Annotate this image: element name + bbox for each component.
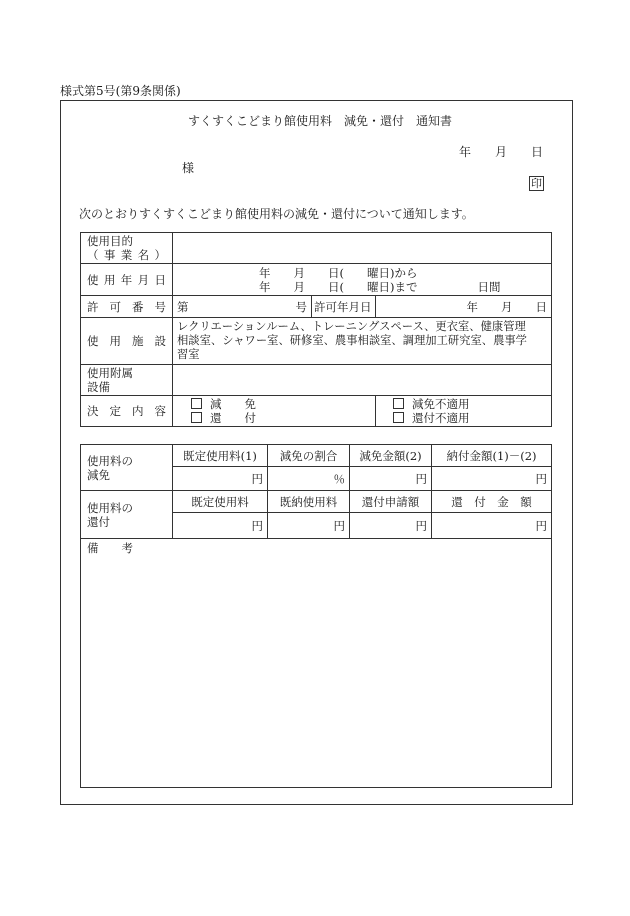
permit-date-value: 年 月 日 — [376, 296, 552, 318]
decision-options-right — [376, 396, 552, 427]
facility-list — [173, 318, 552, 365]
facility-label: 使用施設 — [81, 318, 173, 365]
option-refund-label: 還 付 — [210, 411, 256, 425]
checkbox-reduction[interactable] — [191, 398, 202, 409]
refund-header-1: 既定使用料 — [173, 491, 268, 513]
refund-unit-2: 円 — [268, 513, 350, 539]
reduction-header-3: 減免金額(2) — [350, 445, 432, 467]
refund-header-3: 還付申請額 — [350, 491, 432, 513]
reduction-header-1: 既定使用料(1) — [173, 445, 268, 467]
form-number: 様式第5号(第9条関係) — [60, 84, 181, 98]
option-refund[interactable] — [191, 411, 371, 425]
reduction-label — [81, 445, 173, 491]
refund-unit-3: 円 — [350, 513, 432, 539]
reduction-header-4: 納付金額(1)－(2) — [432, 445, 552, 467]
usage-details-table — [80, 232, 552, 427]
purpose-label — [81, 233, 173, 264]
checkbox-no-reduction[interactable] — [393, 398, 404, 409]
checkbox-refund[interactable] — [191, 412, 202, 423]
addressee-suffix: 様 — [182, 161, 195, 175]
refund-unit-4: 円 — [432, 513, 552, 539]
remarks-cell — [81, 539, 552, 788]
permit-row — [81, 296, 552, 318]
permit-number-prefix: 第 — [177, 299, 189, 314]
reduction-unit-2: ％ — [268, 467, 350, 491]
date-line: 年 月 日 — [459, 145, 544, 159]
facility-line3: 習室 — [177, 348, 200, 361]
usage-days: 日間 — [477, 279, 501, 294]
permit-number-suffix: 号 — [295, 299, 307, 314]
reduction-label-line2: 減免 — [87, 467, 110, 482]
form-title: すくすくこどまり館使用料 減免・還付 通知書 — [188, 114, 453, 128]
attachment-row — [81, 365, 552, 396]
seal-mark — [529, 176, 544, 191]
attachment-value — [173, 365, 552, 396]
attachment-label-line1: 使用附属 — [87, 366, 133, 380]
purpose-label-line2: （事業名） — [87, 248, 166, 262]
facility-line2: 相談室、シャワー室、研修室、農事相談室、調理加工研究室、農事学 — [177, 334, 527, 347]
option-no-reduction-label: 減免不適用 — [412, 397, 470, 411]
refund-label-line1: 使用料の — [87, 500, 133, 515]
refund-header-2: 既納使用料 — [268, 491, 350, 513]
decision-label: 決定内容 — [81, 396, 173, 427]
reduction-label-line1: 使用料の — [87, 453, 133, 468]
attachment-label-line2: 設備 — [87, 380, 110, 394]
refund-unit-1: 円 — [173, 513, 268, 539]
decision-options-left — [173, 396, 376, 427]
decision-row — [81, 396, 552, 427]
usage-date-until: 年 月 日( 曜日)まで — [259, 279, 418, 294]
reduction-header-row — [81, 445, 552, 467]
refund-label-line2: 還付 — [87, 514, 110, 529]
refund-header-4: 還 付 金 額 — [432, 491, 552, 513]
seal-text: 印 — [531, 177, 542, 190]
option-no-refund[interactable] — [393, 411, 547, 425]
purpose-label-line1: 使用目的 — [87, 234, 133, 248]
usage-date-label: 使用年月日 — [81, 264, 173, 296]
checkbox-no-refund[interactable] — [393, 412, 404, 423]
attachment-label — [81, 365, 173, 396]
fee-table — [80, 444, 552, 788]
permit-date-label: 許可年月日 — [312, 296, 376, 318]
remarks-row — [81, 539, 552, 788]
option-reduction[interactable] — [191, 397, 371, 411]
usage-date-row — [81, 264, 552, 296]
refund-label — [81, 491, 173, 539]
reduction-unit-1: 円 — [173, 467, 268, 491]
usage-date-from: 年 月 日( 曜日)から — [259, 265, 418, 280]
permit-label: 許可番号 — [81, 296, 173, 318]
option-no-refund-label: 還付不適用 — [412, 411, 470, 425]
option-reduction-label: 減 免 — [210, 397, 256, 411]
remarks-label: 備 考 — [87, 541, 133, 555]
purpose-row — [81, 233, 552, 264]
reduction-unit-4: 円 — [432, 467, 552, 491]
refund-header-row — [81, 491, 552, 513]
facility-row — [81, 318, 552, 365]
intro-text: 次のとおりすくすくこどまり館使用料の減免・還付について通知します。 — [79, 207, 474, 221]
facility-line1: レクリエーションルーム、トレーニングスペース、更衣室、健康管理 — [177, 320, 526, 333]
option-no-reduction[interactable] — [393, 397, 547, 411]
purpose-value — [173, 233, 552, 264]
usage-date-value — [173, 264, 552, 296]
usage-date-to — [259, 280, 547, 294]
reduction-header-2: 減免の割合 — [268, 445, 350, 467]
permit-number — [173, 296, 312, 318]
reduction-unit-3: 円 — [350, 467, 432, 491]
